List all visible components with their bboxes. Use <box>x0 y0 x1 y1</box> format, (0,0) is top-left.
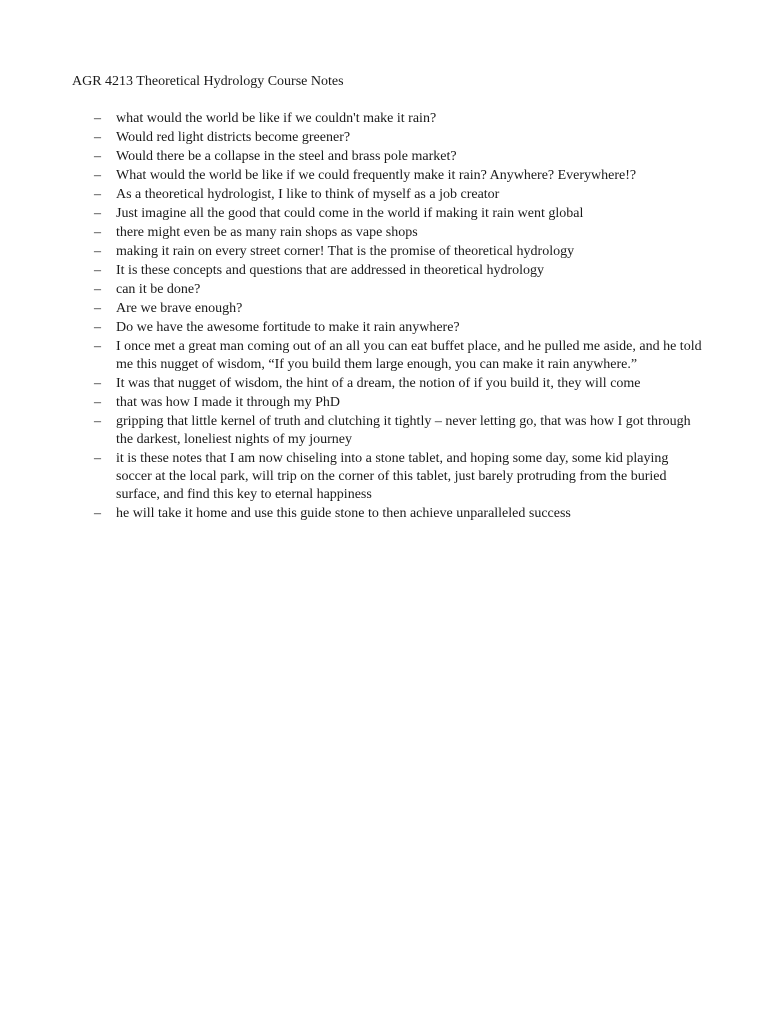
note-text: gripping that little kernel of truth and clutching it tightly – never letting go, that was how I got through the darkest, loneliest nights of my journey <box>116 414 691 447</box>
dash-bullet: – <box>94 168 101 183</box>
list-item <box>72 110 702 128</box>
note-text: As a theoretical hydrologist, I like to think of myself as a job creator <box>116 187 500 202</box>
list-item <box>72 148 702 166</box>
list-item <box>72 505 702 523</box>
list-item <box>72 167 702 185</box>
note-text: can it be done? <box>116 282 201 297</box>
dash-bullet: – <box>94 451 101 466</box>
dash-bullet: – <box>94 395 101 410</box>
list-item <box>72 262 702 280</box>
note-text: it is these notes that I am now chiseling into a stone tablet, and hoping some day, some kid playing soccer at the local park, will trip on the corner of this tablet, just barely protruding from the buried surface, and find this key to eternal happiness <box>116 451 669 502</box>
list-item <box>72 281 702 299</box>
dash-bullet: – <box>94 376 101 391</box>
note-text: there might even be as many rain shops as vape shops <box>116 225 418 240</box>
note-text: Would there be a collapse in the steel and brass pole market? <box>116 149 457 164</box>
list-item <box>72 129 702 147</box>
list-item <box>72 224 702 242</box>
list-item <box>72 300 702 318</box>
note-text: It was that nugget of wisdom, the hint of a dream, the notion of if you build it, they will come <box>116 376 641 391</box>
note-text: What would the world be like if we could frequently make it rain? Anywhere? Everywhere!? <box>116 168 637 183</box>
note-text: what would the world be like if we couldn't make it rain? <box>116 111 437 126</box>
dash-bullet: – <box>94 244 101 259</box>
dash-bullet: – <box>94 506 101 521</box>
note-text: he will take it home and use this guide stone to then achieve unparalleled success <box>116 506 571 521</box>
dash-bullet: – <box>94 149 101 164</box>
document-title: AGR 4213 Theoretical Hydrology Course Notes <box>72 74 344 89</box>
note-text: that was how I made it through my PhD <box>116 395 340 410</box>
dash-bullet: – <box>94 111 101 126</box>
note-text: It is these concepts and questions that are addressed in theoretical hydrology <box>116 263 545 278</box>
list-item <box>72 205 702 223</box>
note-text: Just imagine all the good that could come in the world if making it rain went global <box>116 206 584 221</box>
note-text: Are we brave enough? <box>116 301 243 316</box>
dash-bullet: – <box>94 225 101 240</box>
list-item <box>72 394 702 412</box>
list-item <box>72 375 702 393</box>
note-text: making it rain on every street corner! That is the promise of theoretical hydrology <box>116 244 575 259</box>
note-text: I once met a great man coming out of an all you can eat buffet place, and he pulled me aside, and he told me this nugget of wisdom, “If you build them large enough, you can make it rain anywhere.” <box>116 339 702 372</box>
dash-bullet: – <box>94 130 101 145</box>
list-item <box>72 413 702 449</box>
dash-bullet: – <box>94 206 101 221</box>
list-item <box>72 338 702 374</box>
note-text: Would red light districts become greener? <box>116 130 351 145</box>
list-item <box>72 186 702 204</box>
note-text: Do we have the awesome fortitude to make it rain anywhere? <box>116 320 460 335</box>
dash-bullet: – <box>94 263 101 278</box>
dash-bullet: – <box>94 282 101 297</box>
list-item <box>72 243 702 261</box>
list-item <box>72 319 702 337</box>
list-item <box>72 450 702 504</box>
dash-bullet: – <box>94 339 101 354</box>
dash-bullet: – <box>94 301 101 316</box>
notes-list <box>72 110 702 524</box>
dash-bullet: – <box>94 414 101 429</box>
dash-bullet: – <box>94 320 101 335</box>
dash-bullet: – <box>94 187 101 202</box>
